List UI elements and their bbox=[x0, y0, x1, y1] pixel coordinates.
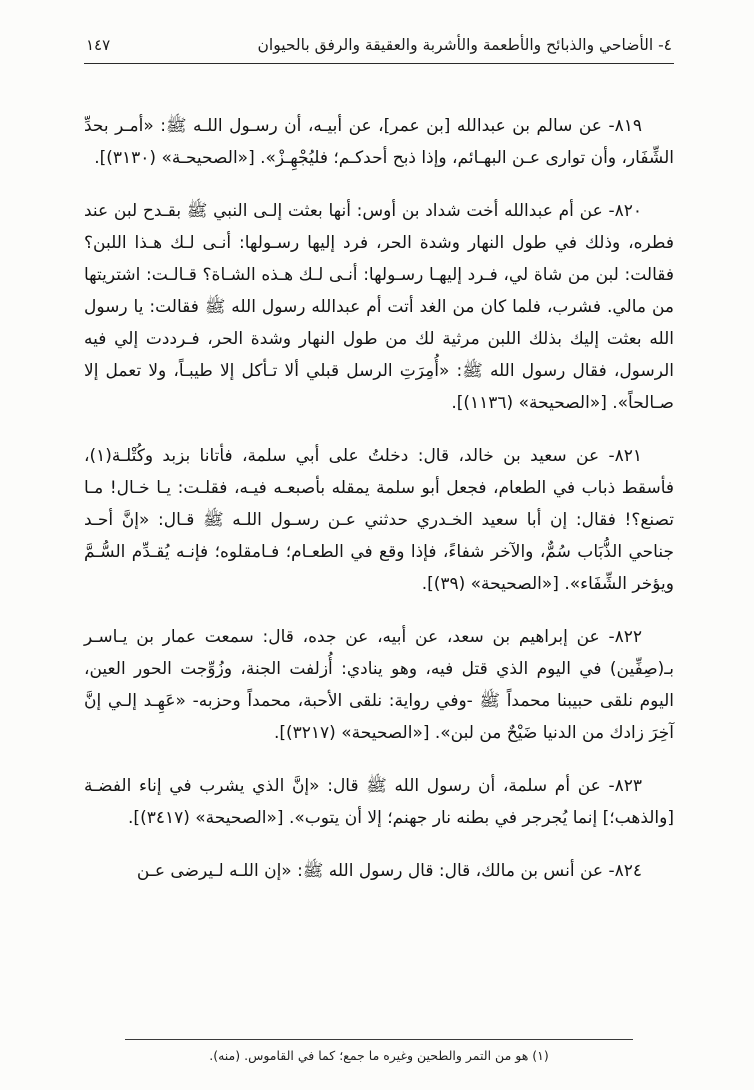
footnote-area bbox=[84, 1039, 674, 1066]
page-body bbox=[84, 110, 674, 887]
header-divider bbox=[84, 63, 674, 64]
chapter-title: ٤- الأضاحي والذبائح والأطعمة والأشربة والعقيقة والرفق بالحيوان bbox=[257, 36, 672, 54]
footnote-text: (١) هو من التمر والطحين وغيره ما جمع؛ كما في القاموس. (منه). bbox=[209, 1048, 549, 1063]
page-number: ١٤٧ bbox=[86, 36, 111, 54]
hadith-paragraph-822: ٨٢٢- عن إبراهيم بن سعد، عن أبيه، عن جده، قال: سمعت عمار بن يـاسـر بـ(صِفِّين) في اليوم الذي قتل فيه، وهو ينادي: أُزلفت الجنة، وزُوِّجت الحور العين، اليوم نلقى حبيبنا محمداً ﷺ -وفي رواية: نلقى الأحبة، محمداً وحزبه- «عَهِـد إلـي إنَّ آخِرَ زادك من الدنيا ضَيْحٌ من لبن». [«الصحيحة» (٣٢١٧)]. bbox=[84, 627, 674, 743]
hadith-paragraph-821: ٨٢١- عن سعيد بن خالد، قال: دخلتُ على أبي سلمة، فأتانا بزبد وكُتْلـة(١)، فأسقط ذباب في الطعام، فجعل أبو سلمة يمقله بأصبعـه فيـه، فقلـت: يـا خـال! مـا تصنع؟! فقال: إن أبا سعيد الخـدري حدثني عـن رسـول اللـه ﷺ قـال: «إنَّ أحـد جناحي الذُّبَاب سُمٌّ، والآخر شفاءً، فإذا وقع في الطعـام؛ فـامقلوه؛ فإنـه يُقـدِّم السُّـمَّ ويؤخر الشِّفَاء». [«الصحيحة» (٣٩)]. bbox=[84, 446, 674, 594]
hadith-paragraph-819: ٨١٩- عن سالم بن عبدالله [بن عمر]، عن أبيـه، أن رسـول اللـه ﷺ: «أمـر بحدِّ الشِّفَار، وأن توارى عـن البهـائم، وإذا ذبح أحدكـم؛ فليُجْهِـزْ». [«الصحيحـة» (٣١٣٠)]. bbox=[84, 116, 674, 168]
footnote-divider bbox=[125, 1039, 632, 1040]
hadith-paragraph-820: ٨٢٠- عن أم عبدالله أخت شداد بن أوس: أنها بعثت إلـى النبي ﷺ بقـدح لبن عند فطره، وذلك في طول النهار وشدة الحر، فرد إليها رسـولها: أنـى لـك هـذا اللبن؟ فقالت: لبن من شاة لي، فـرد إليهـا رسـولها: أنـى لـك هـذه الشـاة؟ قـالـت: اشتريتها من مالي. فشرب، فلما كان من الغد أتت أم عبدالله رسول الله ﷺ فقالت: يا رسول الله بعثت إليك بذلك اللبن مرثية لك من طول النهار وشدة الحر، فـرددت إلي فيه الرسول، فقال رسول الله ﷺ: «أُمِرَتِ الرسل قبلي ألا تـأكل إلا طيبـاً، ولا تعمل إلا صـالحاً». [«الصحيحة» (١١٣٦)]. bbox=[84, 201, 674, 413]
hadith-paragraph-823: ٨٢٣- عن أم سلمة، أن رسول الله ﷺ قال: «إنَّ الذي يشرب في إناء الفضـة [والذهب؛] إنما يُجرجر في بطنه نار جهنم؛ إلا أن يتوب». [«الصحيحة» (٣٤١٧)]. bbox=[84, 776, 674, 828]
page-header bbox=[84, 36, 674, 63]
hadith-paragraph-824: ٨٢٤- عن أنس بن مالك، قال: قال رسول الله ﷺ: «إن اللـه لـيرضى عـن bbox=[136, 861, 642, 881]
